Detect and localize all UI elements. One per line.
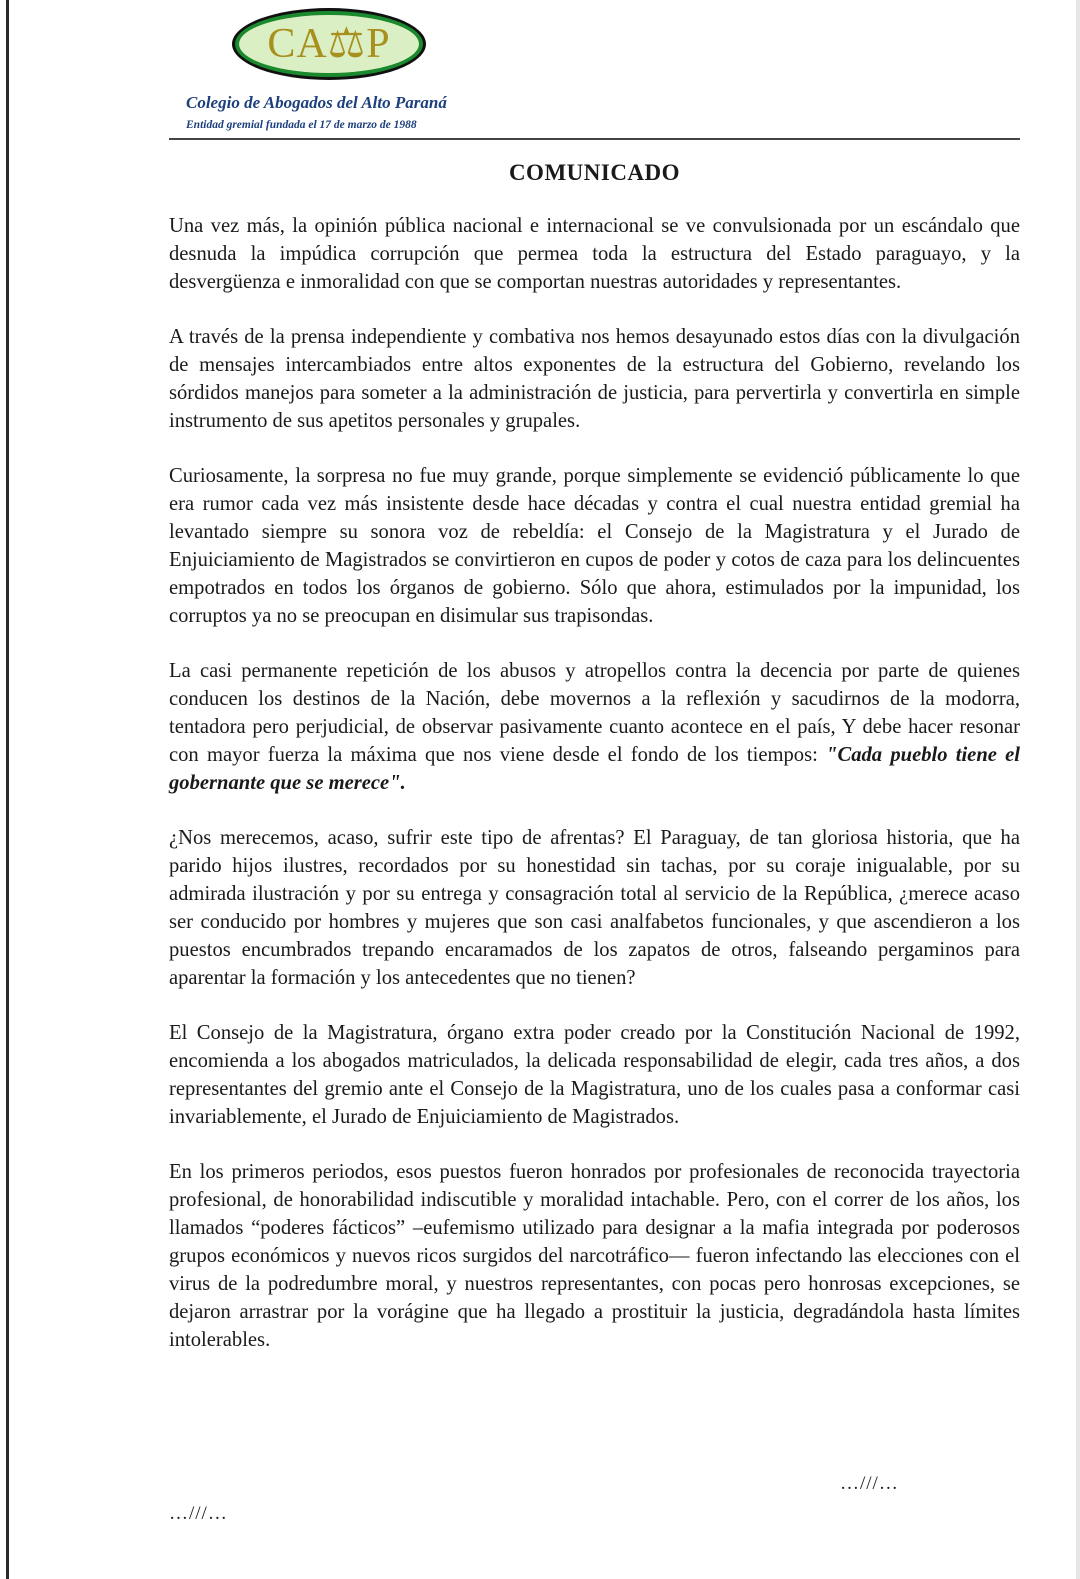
paragraph-2: A través de la prensa independiente y combativa nos hemos desayunado estos días con la divulgación de mensajes intercambiados entre altos exponentes de la estructura del Gobierno, revelando los sórdidos manejos para someter a la administración de justicia, para pervertirla y convertirla en simple instrumento de sus apetitos personales y grupales. — [169, 326, 1020, 432]
header-divider — [169, 138, 1020, 140]
paragraph-3: Curiosamente, la sorpresa no fue muy grande, porque simplemente se evidenció públicamente lo que era rumor cada vez más insistente desde hace décadas y contra el cual nuestra entidad gremial ha levantado siempre su sonora voz de rebeldía: el Consejo de la Magistratura y el Jurado de Enjuiciamiento de Magistrados se convirtieron en cupos de poder y cotos de caza para los delincuentes empotrados en todos los órganos de gobierno. Sólo que ahora, estimulados por la impunidad, los corruptos ya no se preocupan en disimular sus trapisondas. — [169, 465, 1020, 627]
paragraph-5: ¿Nos merecemos, acaso, sufrir este tipo de afrentas? El Paraguay, de tan gloriosa historia, que ha parido hijos ilustres, recordados por su honestidad sin tachas, por su coraje inigualable, por su admirada ilustración y por su entrega y consagración total al servicio de la República, ¿merece acaso ser conducido por hombres y mujeres que son casi analfabetos funcionales, y que ascendieron a los puestos encumbrados trepando encaramados de los zapatos de otros, falseando pergaminos para aparentar la formación y los antecedentes que no tienen? — [169, 827, 1020, 989]
organization-subtitle: Entidad gremial fundada el 17 de marzo de 1988 — [186, 119, 417, 131]
paragraph-4-quote: "Cada pueblo tiene el gobernante que se merece". — [169, 744, 1020, 794]
organization-name: Colegio de Abogados del Alto Paraná — [186, 93, 447, 112]
document-title: COMUNICADO — [508, 160, 681, 185]
document-body — [169, 212, 1020, 1381]
paragraph-6: El Consejo de la Magistratura, órgano extra poder creado por la Constitución Nacional de 1992, encomienda a los abogados matriculados, la delicada responsabilidad de elegir, cada tres años, a dos representantes del gremio ante el Consejo de la Magistratura, uno de los cuales pasa a conformar casi invariablemente, el Jurado de Enjuiciamiento de Magistrados. — [169, 1022, 1020, 1128]
paragraph-1: Una vez más, la opinión pública nacional e internacional se ve convulsionada por un escándalo que desnuda la impúdica corrupción que permea toda la estructura del Estado paraguayo, y la desvergüenza e inmoralidad con que se comportan nuestras autoridades y representantes. — [169, 215, 1020, 293]
paragraph-4-text: La casi permanente repetición de los abusos y atropellos contra la decencia por parte de quienes conducen los destinos de la Nación, debe movernos a la reflexión y sacudirnos de la modorra, tentadora pero perjudicial, de observar pasivamente cuanto acontece en el país, Y debe hacer resonar con mayor fuerza la máxima que nos viene desde el fondo de los tiempos: — [169, 660, 1020, 766]
paragraph-4 — [169, 657, 1020, 797]
continuation-mark-left: …///… — [169, 1503, 228, 1524]
logo-text: CA⚖P — [267, 21, 391, 67]
caap-logo — [232, 8, 426, 80]
paragraph-7: En los primeros periodos, esos puestos fueron honrados por profesionales de reconocida trayectoria profesional, de honorabilidad indiscutible y moralidad intachable. Pero, con el correr de los años, los llamados “poderes fácticos” –eufemismo utilizado para designar a la mafia integrada por poderosos grupos económicos y nuevos ricos surgidos del narcotráfico— fueron infectando las elecciones con el virus de la podredumbre moral, y nuestros representantes, con pocas pero honrosas excepciones, se dejaron arrastrar por la vorágine que ha llegado a prostituir la justicia, degradándola hasta límites intolerables. — [169, 1161, 1020, 1351]
continuation-mark-right: …///… — [840, 1473, 899, 1494]
logo-inner — [239, 15, 419, 73]
